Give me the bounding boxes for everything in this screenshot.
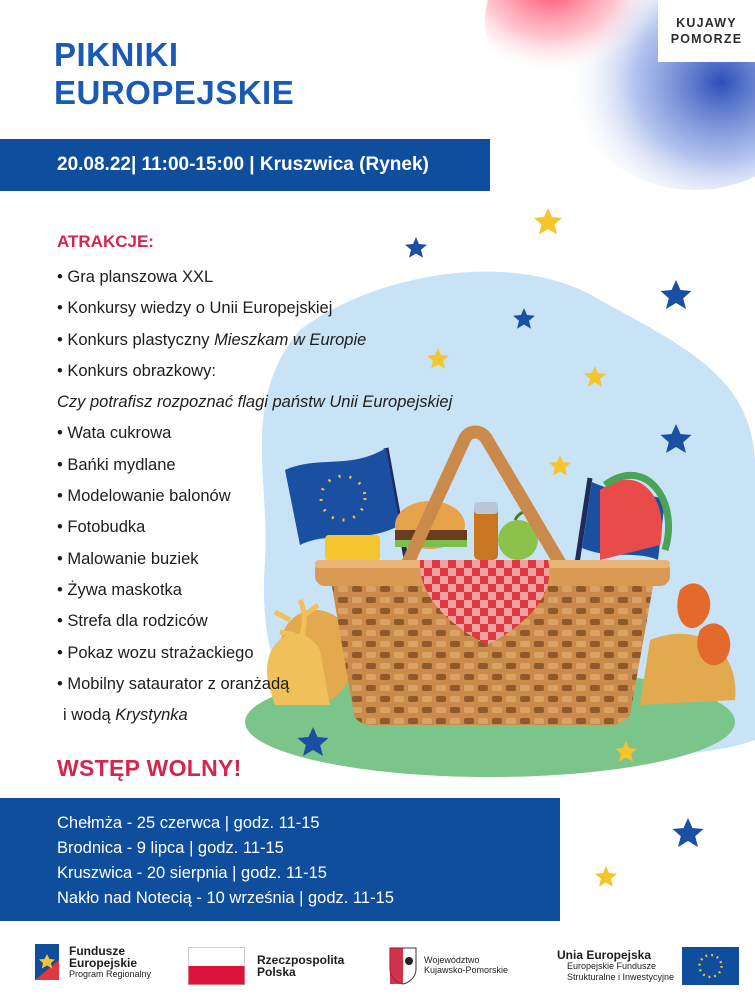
schedule-item: Kruszwica - 20 sierpnia | godz. 11-15 [57,864,327,882]
star-blue [673,818,704,847]
list-item: • Żywa maskotka [57,580,182,599]
list-item: • Strefa dla rodziców [57,612,208,631]
star-yellow [595,866,617,887]
polish-flag-icon [188,947,245,985]
wojewodztwo-logo: Województwo Kujawsko-Pomorskie [388,945,508,985]
attractions-section [57,232,497,731]
list-item: • Wata cukrowa [57,424,172,443]
attractions-heading: ATRAKCJE: [57,232,154,251]
attractions-list [57,262,497,731]
star-blue [661,280,692,309]
title-line-2: EUROPEJSKIE [54,74,295,111]
logo-line-2: POMORZE [670,32,743,46]
coat-of-arms-icon [388,945,418,985]
rzeczpospolita-polska-logo: Rzeczpospolita Polska [188,947,344,985]
list-item: • Gra planszowa XXL [57,268,214,286]
eu-flag-icon [682,947,739,985]
schedule-item: Nakło nad Notecią - 10 września | godz. 11-15 [57,889,394,907]
schedule-item: Brodnica - 9 lipca | godz. 11-15 [57,839,284,857]
list-item: • Konkurs obrazkowy: [57,361,216,380]
title-line-1: PIKNIKI [54,36,179,73]
event-info-bar [0,139,490,191]
list-item: • Mobilny sataurator z oranżadą [57,674,290,693]
page-title [54,36,294,112]
unia-europejska-logo: Unia Europejska Europejskie Fundusze Strukturalne i Inwestycyjne [557,947,739,985]
fundusze-europejskie-logo: Fundusze Europejskie Program Regionalny [33,940,151,984]
list-item: • Malowanie buziek [57,549,199,568]
footer-logos [0,935,755,1000]
list-item: • Fotobudka [57,518,146,537]
fe-star-icon [33,940,63,984]
logo-line-1: KUJAWY [676,16,737,30]
list-item: • Pokaz wozu strażackiego [57,643,254,662]
schedule-item: Chełmża - 25 czerwca | godz. 11-15 [57,814,320,832]
list-item: • Konkurs plastyczny Mieszkam w Europie [57,330,367,349]
list-item: • Bańki mydlane [57,455,176,474]
leaf-right-2 [697,623,730,665]
star-yellow [534,208,562,235]
event-info: 20.08.22| 11:00-15:00 | Kruszwica (Rynek) [57,154,429,175]
schedule-box [0,798,560,921]
list-item: • Konkursy wiedzy o Unii Europejskiej [57,299,333,318]
list-item: • Modelowanie balonów [57,487,231,506]
free-entry-heading: WSTĘP WOLNY! [57,755,242,781]
list-item: Czy potrafisz rozpoznać flagi państw Unii Europejskiej [57,393,453,412]
list-item: i wodą Krystynka [63,706,188,725]
